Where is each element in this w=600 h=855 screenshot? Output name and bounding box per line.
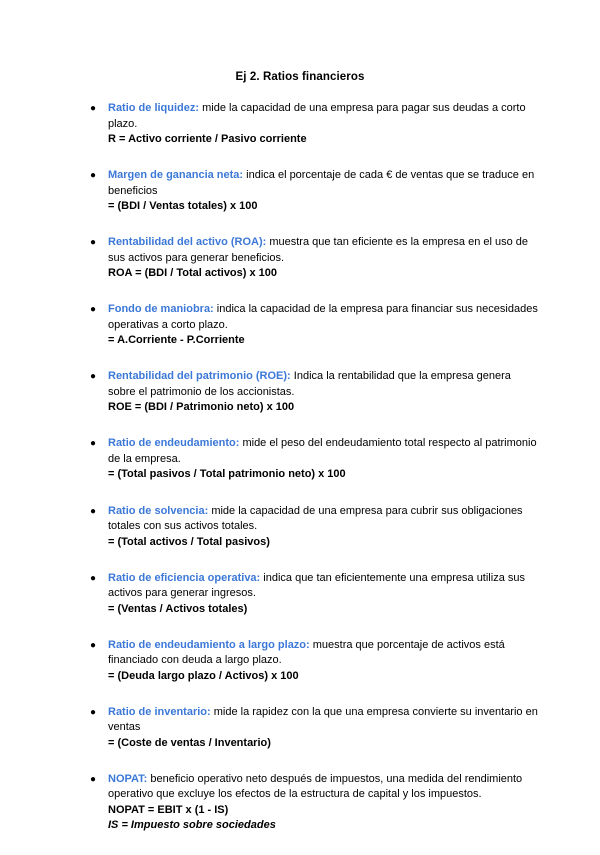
formula-text: = (Total pasivos / Total patrimonio neto) x 100 xyxy=(108,468,346,481)
list-item-roa xyxy=(90,235,538,282)
term-label: Ratio de eficiencia operativa: xyxy=(108,571,261,584)
list-item-endeudamiento-largo-plazo xyxy=(90,638,538,685)
formula-text: = (Deuda largo plazo / Activos) x 100 xyxy=(108,669,299,682)
list-item-nopat xyxy=(90,772,538,834)
term-description: muestra que porcentaje de activos está financiado con deuda a largo plazo. xyxy=(108,638,505,667)
term-label: Rentabilidad del activo (ROA): xyxy=(108,236,267,249)
document-title: Ej 2. Ratios financieros xyxy=(235,71,365,83)
list-item-eficiencia-operativa xyxy=(90,571,538,618)
list-item-endeudamiento xyxy=(90,436,538,483)
list-item-margen-ganancia xyxy=(90,168,538,215)
formula-text: ROE = (BDI / Patrimonio neto) x 100 xyxy=(108,401,295,414)
bullet-icon: ● xyxy=(90,706,97,718)
formula-text: R = Activo corriente / Pasivo corriente xyxy=(108,133,307,145)
bullet-icon: ● xyxy=(90,170,97,182)
term-label: Ratio de liquidez: xyxy=(108,102,200,114)
list-item-liquidez xyxy=(90,101,538,148)
term-description: mide el peso del endeudamiento total respecto al patrimonio de la empresa. xyxy=(108,437,537,465)
term-label: Fondo de maniobra: xyxy=(108,303,214,316)
term-label: Rentabilidad del patrimonio (ROE): xyxy=(108,370,291,383)
list-item-solvencia xyxy=(90,504,538,551)
bullet-icon: ● xyxy=(90,237,97,249)
term-label: NOPAT: xyxy=(108,772,148,785)
term-description: mide la capacidad de una empresa para pagar sus deudas a corto plazo. xyxy=(108,102,526,130)
term-description: beneficio operativo neto después de impuestos, una medida del rendimiento operativo que excluye los efectos de la estructura de capital y los impuestos. xyxy=(108,772,523,801)
list-item-roe xyxy=(90,369,538,416)
bullet-icon: ● xyxy=(90,304,97,316)
term-description: indica el porcentaje de cada € de ventas que se traduce en beneficios xyxy=(108,169,535,197)
term-description: indica la capacidad de la empresa para financiar sus necesidades operativas a corto plazo. xyxy=(108,303,538,331)
term-description: mide la capacidad de una empresa para cubrir sus obligaciones totales con sus activos totales. xyxy=(108,504,523,533)
bullet-icon: ● xyxy=(90,505,97,517)
footnote-text: IS = Impuesto sobre sociedades xyxy=(108,819,276,832)
term-description: indica que tan eficientemente una empresa utiliza sus activos para generar ingresos. xyxy=(108,571,525,600)
bullet-icon: ● xyxy=(90,438,97,450)
term-label: Ratio de inventario: xyxy=(108,705,211,718)
term-label: Margen de ganancia neta: xyxy=(108,169,244,182)
formula-text: NOPAT = EBIT x (1 - IS) xyxy=(108,803,229,816)
formula-text: = (Ventas / Activos totales) xyxy=(108,602,248,615)
bullet-icon: ● xyxy=(90,572,97,584)
bullet-icon: ● xyxy=(90,103,97,114)
term-label: Ratio de endeudamiento: xyxy=(108,437,240,450)
formula-text: = (Total activos / Total pasivos) xyxy=(108,535,270,548)
formula-text: = (BDI / Ventas totales) x 100 xyxy=(108,200,258,213)
list-item-fondo-maniobra xyxy=(90,302,538,349)
term-description: Indica la rentabilidad que la empresa genera sobre el patrimonio de los accionistas. xyxy=(108,370,511,398)
term-label: Ratio de solvencia: xyxy=(108,504,209,517)
term-label: Ratio de endeudamiento a largo plazo: xyxy=(108,638,310,651)
bullet-icon: ● xyxy=(90,773,97,785)
ratio-list xyxy=(90,101,538,855)
term-description: muestra que tan eficiente es la empresa en el uso de sus activos para generar beneficios. xyxy=(108,236,529,264)
formula-text: = A.Corriente - P.Corriente xyxy=(108,334,245,347)
formula-text: ROA = (BDI / Total activos) x 100 xyxy=(108,267,278,280)
list-item-inventario xyxy=(90,705,538,752)
bullet-icon: ● xyxy=(90,639,97,651)
formula-text: = (Coste de ventas / Inventario) xyxy=(108,736,271,749)
term-description: mide la rapidez con la que una empresa convierte su inventario en ventas xyxy=(108,705,538,734)
bullet-icon: ● xyxy=(90,371,97,383)
